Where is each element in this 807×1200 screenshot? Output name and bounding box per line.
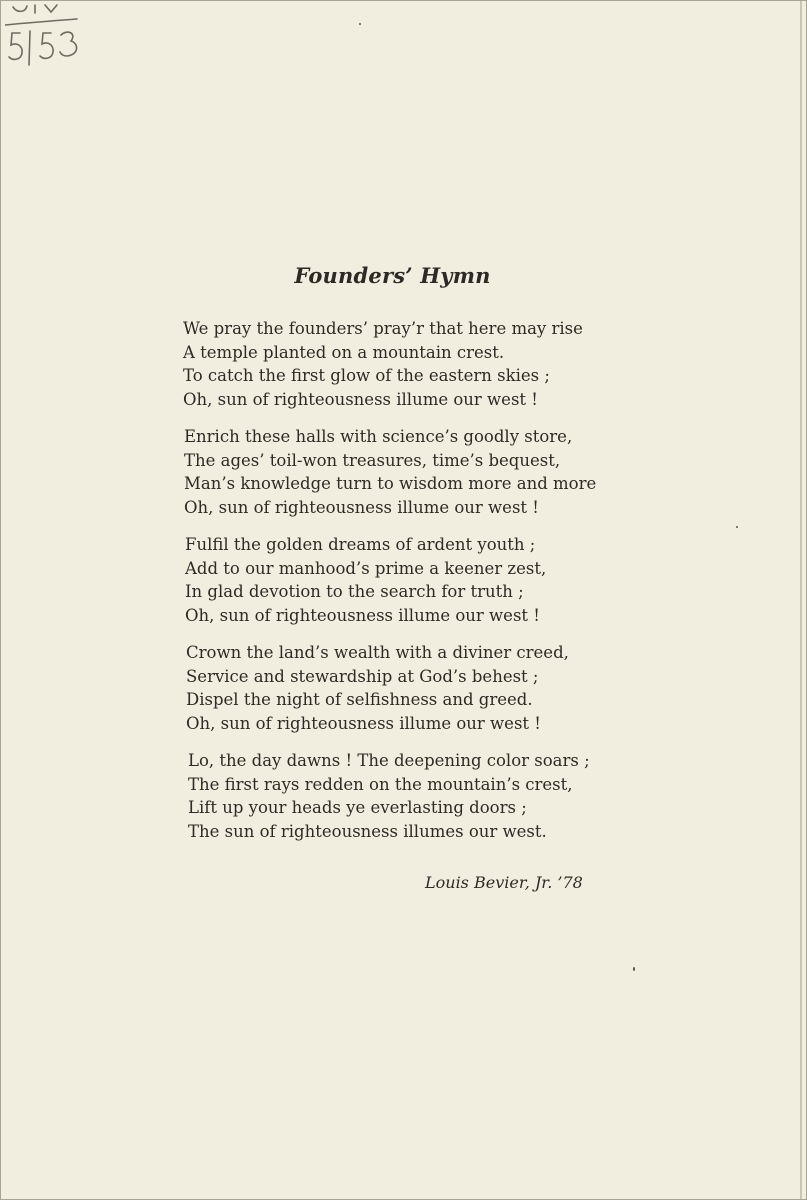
poem-line: Dispel the night of selfishness and greed. [186,690,533,709]
stanza-2 [184,425,623,519]
poem-line: Service and stewardship at God’s behest ; [186,666,539,686]
poem-line: A temple planted on a mountain crest. [183,342,505,362]
poem-line: The ages’ toil-won treasures, time’s bequest, [184,450,561,470]
poem-line: Lo, the day dawns ! The deepening color soars ; [188,751,590,770]
poem-line: Oh, sun of righteousness illume our west ! [185,605,540,625]
poem-line: The sun of righteousness illumes our west. [188,821,547,841]
page-edge [800,1,802,1199]
stanza-5 [188,749,623,843]
poem-line: Crown the land’s wealth with a diviner creed, [186,643,569,662]
poem-line: Oh, sun of righteousness illume our west ! [183,389,538,409]
archive-mark-text: 5|53 [5,3,8,4]
paper-speck [359,23,361,25]
poem-line: To catch the first glow of the eastern skies ; [183,366,550,385]
author-signature: Louis Bevier, Jr. ’78 [425,873,583,892]
poem-body [183,317,623,857]
poem-line: Oh, sun of righteousness illume our west ! [184,497,539,517]
paper-speck [633,967,635,971]
poem-line: Fulfil the golden dreams of ardent youth ; [185,535,536,554]
poem-line: We pray the founders’ pray’r that here may rise [183,319,583,338]
poem-line: Add to our manhood’s prime a keener zest, [185,558,547,578]
stanza-3 [185,533,623,627]
paper-speck [736,526,738,528]
stanza-1 [183,317,623,411]
poem-line: Enrich these halls with science’s goodly store, [184,427,573,446]
poem-line: In glad devotion to the search for truth ; [185,582,524,601]
poem-line: Lift up your heads ye everlasting doors ; [188,798,527,817]
hymn-title: Founders’ Hymn [294,263,491,288]
stanza-4 [186,641,623,735]
archive-pencil-mark [5,3,95,69]
poem-line: The first rays redden on the mountain’s crest, [188,774,573,794]
poem-line: Man’s knowledge turn to wisdom more and more [184,474,597,493]
poem-line: Oh, sun of righteousness illume our west ! [186,713,541,733]
